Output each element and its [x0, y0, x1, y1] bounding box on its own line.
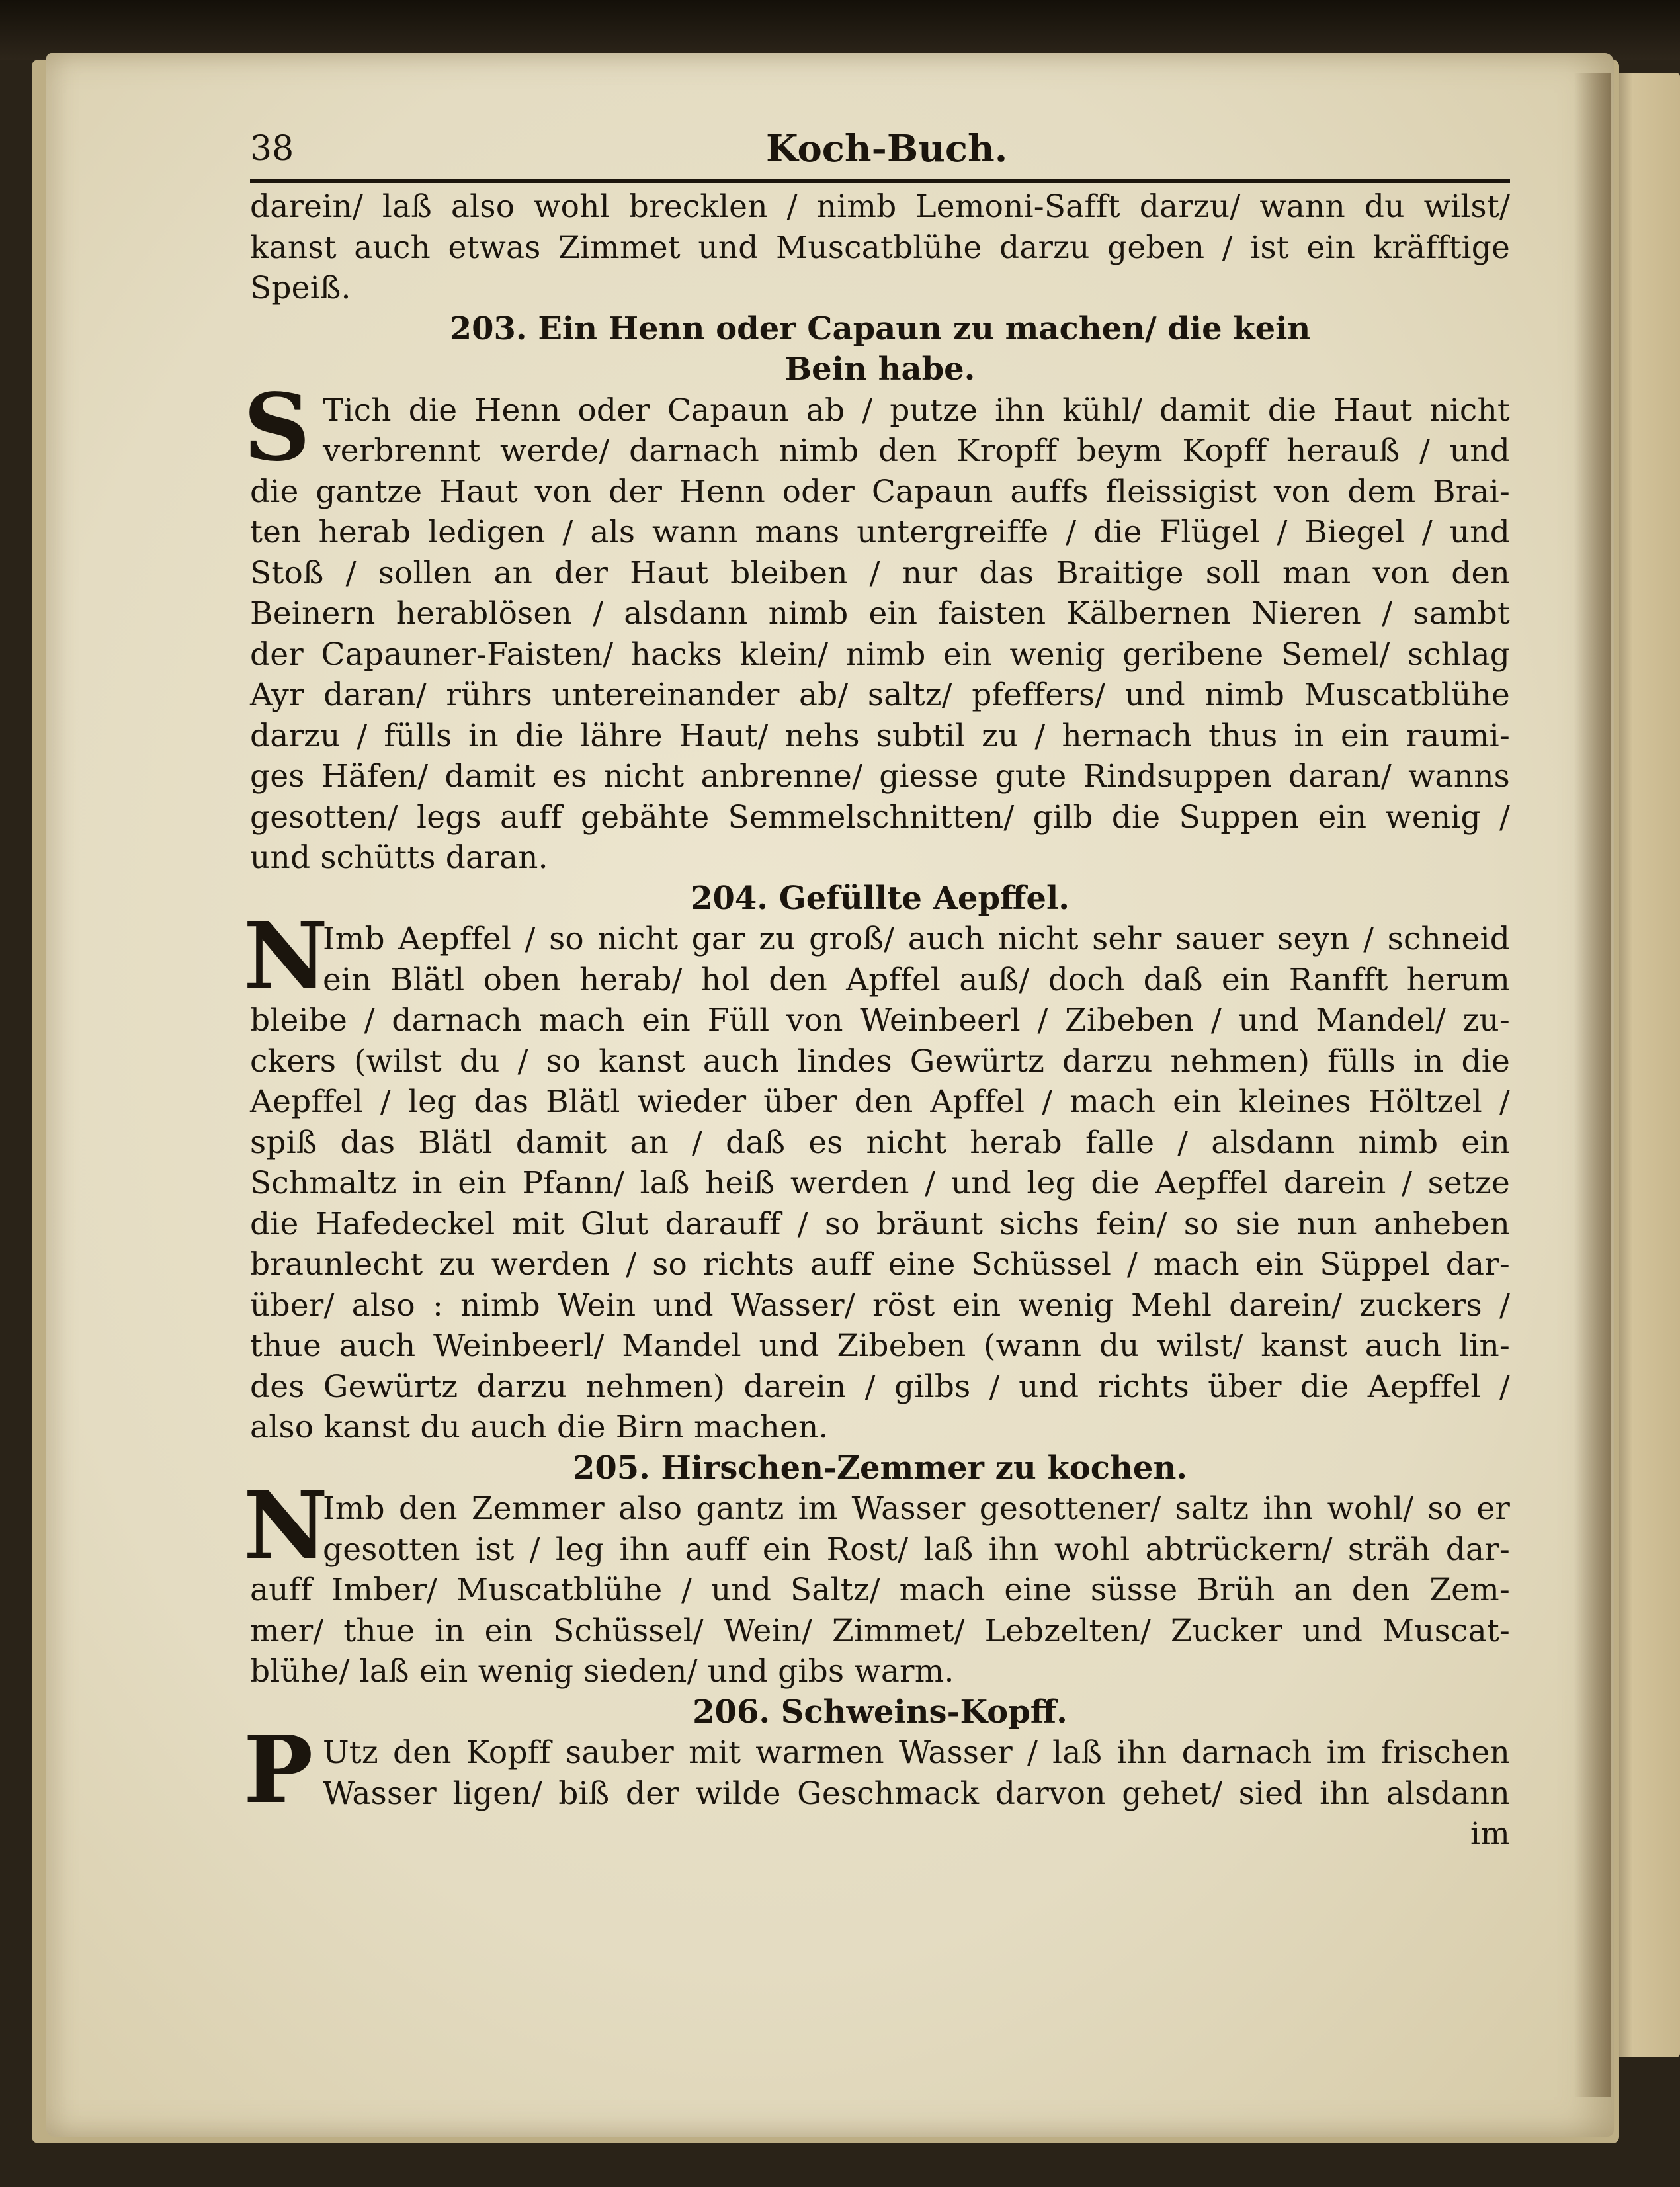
text-line: auff Imber/ Muscatblühe / und Saltz/ mach eine süsse Brüh an den Zem-	[250, 1572, 1510, 1608]
recipe-body	[243, 373, 1510, 879]
text-line: über/ also : nimb Wein und Wasser/ röst ein wenig Mehl darein/ zuckers /	[250, 1287, 1510, 1324]
text-line: gesotten ist / leg ihn auff ein Rost/ laß ihn wohl abtrückern/ sträh dar-	[323, 1531, 1510, 1568]
recipe-heading: 203. Ein Henn oder Capaun zu machen/ die kein	[449, 310, 1311, 347]
text-line: verbrennt werde/ darnach nimb den Kropff beym Kopff herauß / und	[323, 433, 1510, 469]
recipe-heading: 205. Hirschen-Zemmer zu kochen.	[572, 1449, 1188, 1486]
intro-text	[250, 187, 1510, 309]
text-line: darein/ laß also wohl brecklen / nimb Lemoni-Safft darzu/ wann du wilst/	[250, 189, 1510, 225]
page-number: 38	[250, 129, 294, 169]
text-line: also kanst du auch die Birn machen.	[250, 1409, 829, 1445]
drop-cap: S	[243, 373, 311, 482]
recipe-3	[243, 1692, 1510, 1824]
drop-cap: N	[243, 1472, 328, 1580]
recipe-body	[243, 1716, 1510, 1824]
text-line: Tich die Henn oder Capaun ab / putze ihn kühl/ damit die Haut nicht	[323, 392, 1510, 429]
text-line: ten herab ledigen / als wann mans untergreiffe / die Flügel / Biegel / und	[250, 514, 1510, 550]
header-rule	[250, 179, 1510, 183]
text-line: blühe/ laß ein wenig sieden/ und gibs warm.	[250, 1653, 954, 1690]
text-line: spiß das Blätl damit an / daß es nicht herab falle / alsdann nimb ein	[250, 1124, 1510, 1161]
recipe-body	[243, 1472, 1510, 1692]
text-line: ckers (wilst du / so kanst auch lindes Gewürtz darzu nehmen) fülls in die	[250, 1043, 1510, 1080]
recipe-0	[243, 309, 1510, 879]
recipe-heading: 204. Gefüllte Aepffel.	[691, 879, 1070, 917]
recipe-heading: Bein habe.	[784, 351, 976, 388]
text-line: Schmaltz in ein Pfann/ laß heiß werden / und leg die Aepffel darein / setze	[250, 1165, 1510, 1201]
catchword: im	[1470, 1816, 1510, 1852]
text-line: gesotten/ legs auff gebähte Semmelschnitten/ gilb die Suppen ein wenig /	[250, 798, 1510, 836]
text-line: ein Blätl oben herab/ hol den Apffel auß/ doch daß ein Ranfft herum	[323, 961, 1510, 998]
recipe-1	[243, 879, 1510, 1448]
text-line: kanst auch etwas Zimmet und Muscatblühe darzu geben / ist ein kräfftige	[250, 229, 1510, 266]
text-line: thue auch Weinbeerl/ Mandel und Zibeben (wann du wilst/ kanst auch lin-	[250, 1328, 1510, 1364]
text-line: Beinern herablösen / alsdann nimb ein faisten Kälbernen Nieren / sambt	[250, 595, 1510, 632]
text-line: Aepffel / leg das Blätl wieder über den Apffel / mach ein kleines Höltzel /	[250, 1084, 1510, 1120]
text-line: Imb den Zemmer also gantz im Wasser gesottener/ saltz ihn wohl/ so er	[323, 1490, 1510, 1527]
text-line: Speiß.	[250, 270, 351, 306]
text-line: Imb Aepffel / so nicht gar zu groß/ auch nicht sehr sauer seyn / schneid	[323, 921, 1510, 957]
page-text	[243, 122, 1510, 1855]
drop-cap: N	[243, 902, 328, 1011]
recipe-body	[243, 902, 1510, 1448]
text-line: des Gewürtz darzu nehmen) darein / gilbs / und richts über die Aepffel /	[250, 1368, 1510, 1405]
text-line: der Capauner-Faisten/ hacks klein/ nimb ein wenig geribene Semel/ schlag	[250, 636, 1510, 673]
text-line: mer/ thue in ein Schüssel/ Wein/ Zimmet/ Lebzelten/ Zucker und Muscat-	[250, 1612, 1510, 1649]
page-gutter-shadow	[1574, 73, 1611, 2097]
text-line: ges Häfen/ damit es nicht anbrenne/ giesse gute Rindsuppen daran/ wanns	[250, 758, 1510, 794]
text-line: Stoß / sollen an der Haut bleiben / nur das Braitige soll man von den	[250, 554, 1510, 591]
recipes	[243, 309, 1510, 1824]
backdrop	[0, 0, 1680, 60]
text-line: und schütts daran.	[250, 839, 548, 876]
running-head	[250, 122, 1510, 175]
text-line: Utz den Kopff sauber mit warmen Wasser / laß ihn darnach im frischen	[323, 1735, 1510, 1771]
text-line: bleibe / darnach mach ein Füll von Weinbeerl / Zibeben / und Mandel/ zu-	[250, 1002, 1510, 1039]
text-line: die gantze Haut von der Henn oder Capaun auffs fleissigist von dem Brai-	[250, 473, 1510, 510]
text-line: Wasser ligen/ biß der wilde Geschmack darvon gehet/ sied ihn alsdann	[323, 1775, 1510, 1812]
text-line: die Hafedeckel mit Glut darauff / so bräunt sichs fein/ so sie nun anheben	[250, 1205, 1510, 1242]
text-line: darzu / fülls in die lähre Haut/ nehs subtil zu / hernach thus in ein raumi-	[250, 717, 1510, 754]
recipe-heading: 206. Schweins-Kopff.	[693, 1693, 1068, 1731]
text-line: Ayr daran/ rührs untereinander ab/ saltz/ pfeffers/ und nimb Muscatblühe	[250, 677, 1510, 713]
running-title: Koch-Buch.	[766, 127, 1008, 171]
text-line: braunlecht zu werden / so richts auff eine Schüssel / mach ein Süppel dar-	[250, 1246, 1510, 1283]
drop-cap: P	[243, 1716, 314, 1824]
recipe-2	[243, 1448, 1510, 1692]
